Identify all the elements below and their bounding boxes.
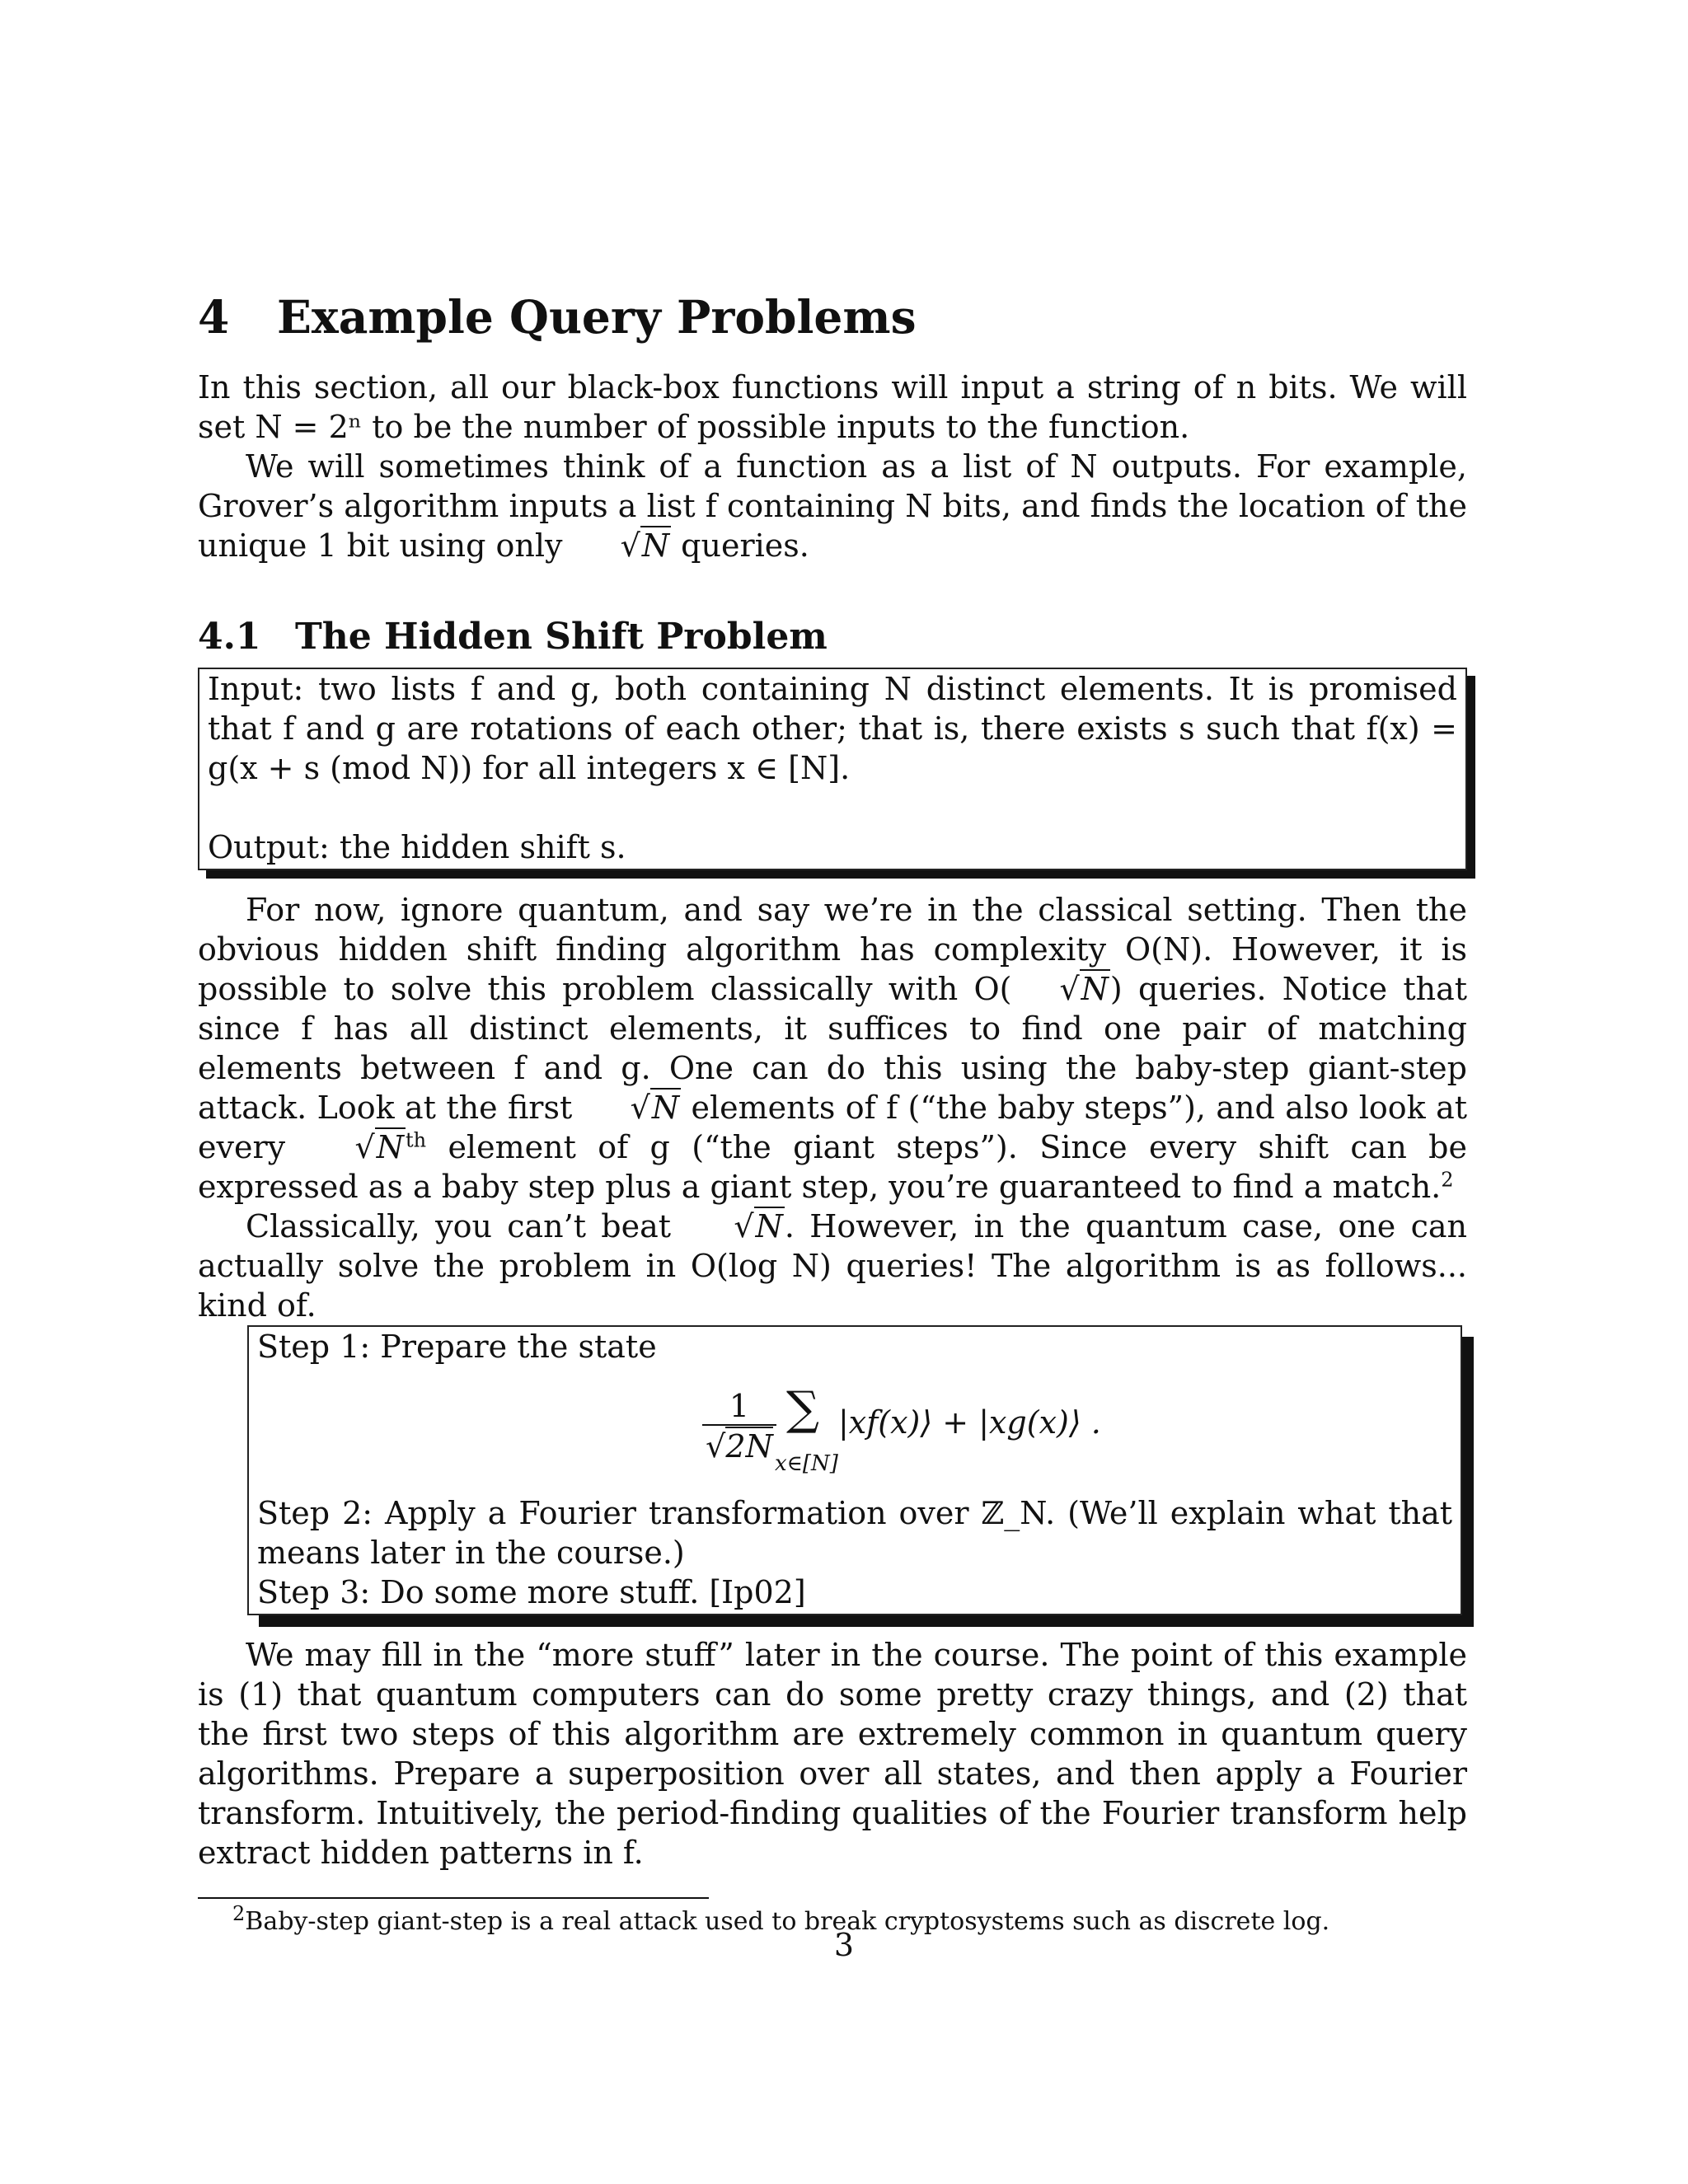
summation-index: x∈[N] [775, 1451, 838, 1476]
section-title: Example Query Problems [277, 290, 917, 344]
intro-text-b: queries. [671, 527, 809, 564]
sqrt-expression: √N [620, 527, 670, 564]
algorithm-step-3: Step 3: Do some more stuff. [Ip02] [257, 1574, 806, 1610]
sqrt-operand: N [651, 1090, 680, 1126]
equation-body: |xf(x)⟩ + |xg(x)⟩ . [838, 1404, 1101, 1441]
section-number: 4 [198, 290, 230, 344]
footnote-mark: 2 [232, 1902, 246, 1925]
footnote-marker: 2 [1441, 1168, 1454, 1192]
sqrt-expression: √N [630, 1090, 680, 1126]
sqrt-expression: √N [1059, 971, 1109, 1007]
subsection-number: 4.1 [198, 616, 261, 658]
sqrt-expression: √N [734, 1208, 783, 1244]
sqrt-operand: N [641, 527, 670, 564]
superscript-th: th [405, 1128, 427, 1152]
sqrt-operand: N [755, 1208, 783, 1244]
page-content [198, 288, 1467, 1938]
body-text-c: elements of f (“the baby steps”), and also look at every [198, 1090, 1468, 1165]
sqrt-expression: √N [354, 1129, 404, 1165]
algorithm-step-1: Step 1: Prepare the state [257, 1329, 657, 1365]
body-paragraph-3 [198, 890, 1467, 1207]
body-text-a: Classically, you can’t beat [246, 1208, 687, 1244]
fraction-denominator: √2N [706, 1428, 773, 1465]
section-heading [198, 288, 1467, 346]
intro-paragraph-2 [198, 447, 1467, 565]
page-number: 3 [833, 1927, 855, 1963]
body-text-d: element of g (“the giant steps”). Since every shift can be expressed as a baby step plus a giant step, you’re guaranteed to find a match. [198, 1129, 1467, 1205]
sqrt-operand: N [376, 1129, 404, 1165]
algorithm-step-2: Step 2: Apply a Fourier transformation over ℤ_N. (We’ll explain what that means later in the course.) [257, 1495, 1452, 1571]
body-text-a: For now, ignore quantum, and say we’re in the classical setting. Then the obvious hidden shift finding algorithm has complexity O(N). However, it is possible to solve this problem classically with O( [198, 892, 1467, 1007]
body-paragraph-4 [198, 1207, 1467, 1325]
summation-symbol: ∑ [786, 1382, 819, 1436]
equation-fraction [702, 1388, 776, 1467]
footnote-text: Baby-step giant-step is a real attack used to break cryptosystems such as discrete log. [245, 1907, 1330, 1936]
fraction-numerator: 1 [702, 1388, 776, 1426]
intro-text-a: We will sometimes think of a function as a list of N outputs. For example, Grover’s algorithm inputs a list f containing N bits, and finds the location of the unique 1 bit using only [198, 448, 1467, 564]
sqrt-operand: N [1081, 971, 1109, 1007]
algorithm-box [247, 1325, 1462, 1615]
body-text-b: . However, in the quantum case, one can actually solve the problem in O(log N) queries! The algorithm is as follows... kind of. [198, 1208, 1468, 1324]
problem-box [198, 668, 1467, 870]
denominator-operand: 2N [725, 1428, 773, 1465]
intro-paragraph-1: In this section, all our black-box functions will input a string of n bits. We will set N = 2ⁿ to be the number of possible inputs to the function. [198, 369, 1467, 445]
problem-output: Output: the hidden shift s. [208, 829, 626, 865]
subsection-heading [198, 613, 1467, 661]
problem-input: Input: two lists f and g, both containing N distinct elements. It is promised that f and g are rotations of each other; that is, there exists s such that f(x) = g(x + s (mod N)) for all integers x ∈ [N]. [208, 671, 1457, 786]
subsection-title: The Hidden Shift Problem [295, 616, 828, 658]
footnote-rule [198, 1897, 709, 1899]
body-text-b: ) queries. Notice that since f has all distinct elements, it suffices to find one pair of matching elements between f and g. One can do this using the baby-step giant-step attack. Look at the first [198, 971, 1467, 1126]
display-equation [257, 1382, 1452, 1483]
closing-paragraph: We may fill in the “more stuff” later in the course. The point of this example is (1) that quantum computers can do some pretty crazy things, and (2) that the first two steps of this algorithm are extremely common in quantum query algorithms. Prepare a superposition over all states, and then apply a Fourier transform. Intuitively, the period-finding qualities of the Fourier transform help extract hidden patterns in f. [198, 1637, 1467, 1871]
